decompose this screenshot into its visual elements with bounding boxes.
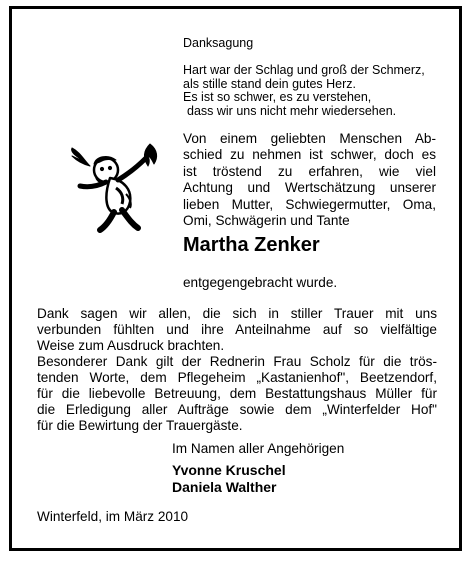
body-line: die Erledigung aller Aufträge sowie dem „Winterfelder Hof"	[37, 402, 437, 417]
body-line: Besonderer Dank gilt der Rednerin Frau Scholz für die trös-	[37, 354, 437, 369]
notice-heading: Danksagung	[183, 36, 254, 50]
body-line: verbunden fühlten und ihre Anteilnahme auf so vielfältige	[37, 322, 437, 337]
body-line: Weise zum Ausdruck brachten.	[37, 338, 225, 353]
body-line: Dank sagen wir allen, die sich in stiller Trauer mit uns	[37, 306, 437, 321]
intro-line: schied zu nehmen ist schwer, doch es	[183, 147, 436, 163]
intro-line: Omi, Schwägerin und Tante	[183, 213, 350, 229]
signer-name: Yvonne Kruschel	[172, 462, 286, 478]
poem-line: Es ist so schwer, es zu verstehen,	[183, 90, 372, 105]
body-line: für die liebevolle Betreuung, dem Bestattungshaus Müller für	[37, 386, 437, 401]
poem-line: als stille stand dein gutes Herz.	[183, 76, 357, 91]
deceased-name: Martha Zenker	[183, 234, 320, 256]
poem-line: dass wir uns nicht mehr wiedersehen.	[187, 103, 397, 118]
body-line: tenden Worte, dem Pflegeheim „Kastanienhof", Beetzendorf,	[37, 370, 437, 385]
signer-name: Daniela Walther	[172, 479, 277, 495]
poem	[183, 64, 425, 118]
intro-line: Von einem geliebten Menschen Ab-	[183, 131, 436, 146]
intro-line: Achtung und Wertschätzung unserer	[183, 180, 436, 196]
after-name-text: entgegengebracht wurde.	[183, 275, 338, 290]
cherub-icon	[66, 138, 166, 234]
intro-line: ist tröstend zu erfahren, wie viel	[183, 163, 436, 179]
intro-paragraph	[183, 131, 436, 229]
place-date: Winterfeld, im März 2010	[37, 509, 189, 524]
body-line: für die Bewirtung der Trauergäste.	[37, 418, 243, 433]
thanks-paragraph	[37, 306, 437, 434]
closing-line: Im Namen aller Angehörigen	[172, 441, 345, 456]
intro-line: lieben Mutter, Schwiegermutter, Oma,	[183, 196, 436, 212]
poem-line: Hart war der Schlag und groß der Schmerz,	[183, 63, 425, 77]
